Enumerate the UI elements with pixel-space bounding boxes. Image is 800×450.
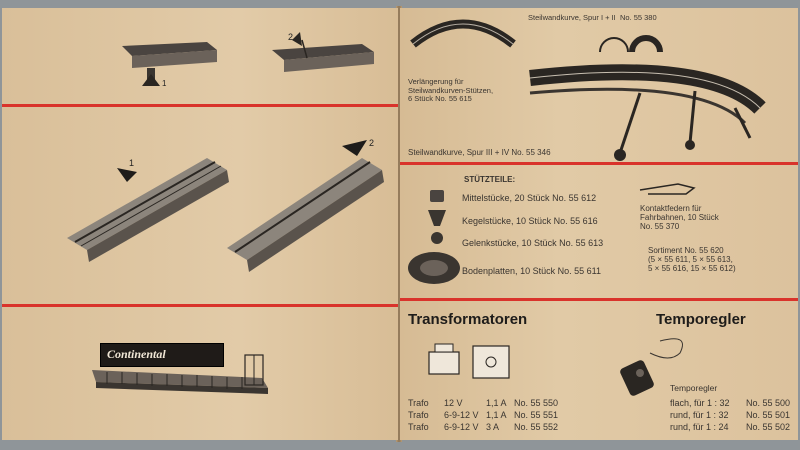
right-page — [400, 8, 798, 440]
track-section-illustration-1 — [57, 138, 237, 278]
barrier-detail-icon — [240, 353, 270, 393]
assortment-caption: Sortiment No. 55 620 (5 × 55 611, 5 × 55 613, 5 × 55 616, 15 × 55 612) — [648, 246, 736, 274]
speed-controller-row-1: flach, für 1 : 32 No. 55 500 — [670, 398, 791, 408]
curve-profile-icons — [596, 26, 666, 56]
track-connector-illustration-2 — [262, 28, 382, 88]
svg-text:1: 1 — [129, 158, 135, 168]
top-caption: Steilwandkurve, Spur I + II No. 55 380 — [528, 13, 657, 22]
speed-controller-label: Temporegler — [670, 383, 718, 393]
svg-text:2: 2 — [369, 138, 375, 148]
steep-curve-caption: Steilwandkurve, Spur III + IV No. 55 346 — [408, 148, 551, 157]
speed-controller-row-2: rund, für 1 : 32 No. 55 501 — [670, 410, 791, 420]
base-plate-icon — [404, 248, 464, 288]
speed-controller-row-3: rund, für 1 : 24 No. 55 502 — [670, 422, 791, 432]
steep-curve-small-illustration — [408, 14, 518, 64]
transformer-row-1: Trafo 12 V 1,1 A No. 55 550 — [408, 398, 559, 408]
svg-text:2: 2 — [288, 32, 294, 42]
speed-controller-heading: Temporegler — [656, 311, 746, 328]
support-item-3: Gelenkstücke, 10 Stück No. 55 613 — [462, 238, 604, 248]
transformer-row-2: Trafo 6-9-12 V 1,1 A No. 55 551 — [408, 410, 559, 420]
support-item-2: Kegelstücke, 10 Stück No. 55 616 — [462, 216, 598, 226]
contact-spring-icon — [638, 178, 698, 198]
red-divider-top — [2, 104, 398, 107]
left-page — [2, 8, 398, 440]
support-item-1: Mittelstücke, 20 Stück No. 55 612 — [462, 193, 597, 203]
support-item-4: Bodenplatten, 10 Stück No. 55 611 — [462, 266, 601, 276]
transformer-row-3: Trafo 6-9-12 V 3 A No. 55 552 — [408, 422, 559, 432]
track-connector-illustration-1 — [112, 28, 222, 88]
contact-springs-caption: Kontaktfedern für Fahrbahnen, 10 Stück No. 55 370 — [640, 204, 719, 232]
red-divider-bottom — [2, 304, 398, 307]
continental-label: Continental — [107, 347, 166, 361]
extension-caption: Verlängerung für Steilwandkurven-Stützen, 6 Stück No. 55 615 — [408, 77, 494, 104]
track-section-illustration-2 — [217, 138, 397, 278]
transformers-heading: Transformatoren — [408, 311, 528, 328]
supports-title: STÜTZTEILE: — [464, 175, 516, 184]
red-divider-bottom — [400, 298, 798, 301]
transformer-icons — [425, 338, 525, 388]
steep-curve-large-illustration — [520, 63, 790, 163]
svg-text:1: 1 — [162, 79, 167, 88]
